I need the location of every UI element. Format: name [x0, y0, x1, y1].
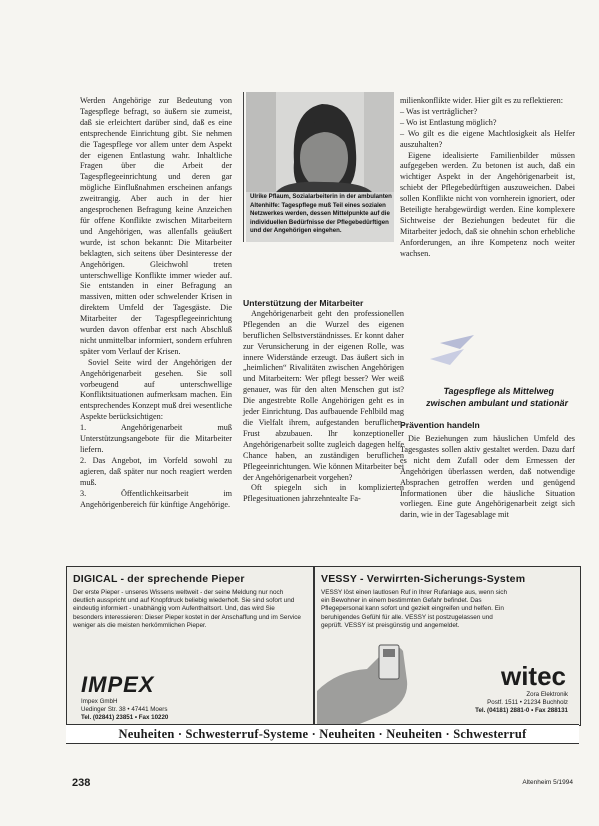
ad-title: VESSY - Verwirrten-Sicherungs-System — [321, 573, 526, 585]
ad-body: Der erste Pieper - unseres Wissens weltweit - der seine Meldung nur noch deutlich ausspricht und auf Knopfdruck beliebig wiederholt. Sie sind sofort und eindeutig informiert - unabhängig vom Aufenthaltsort. Und, das wird Sie besonders interessieren: Dieser Pieper kostet in der Anschaffung und im Service weniger als die meisten herkömmlichen Pieper. — [73, 589, 301, 629]
list-item: – Wo ist Entlastung möglich? — [400, 117, 497, 127]
phone: Tel. (04181) 2881-0 • Fax 288131 — [475, 707, 568, 714]
paragraph: Oft spiegeln sich in komplizierten Pflegesituationen jahrzehntealte Fa- — [243, 483, 404, 504]
paragraph: Soviel Seite wird der Angehörigen der Angehörigenarbeit gesehen. Sie soll vorbeugend auf unterschwellige Konfliktsituationen aufmerksam machen. Ein entsprechendes Konzept muß drei wesentliche Aspekte berücksichtigen: — [80, 357, 232, 422]
ad-title: DIGICAL - der sprechende Pieper — [73, 573, 245, 585]
advertisement-vessy — [314, 566, 581, 726]
phone: Tel. (02841) 23851 • Fax 10220 — [81, 714, 169, 721]
text-column-1 — [80, 96, 232, 510]
list-item: – Was ist verträglicher? — [400, 106, 478, 116]
ad-body: VESSY löst einen lautlosen Ruf in Ihrer Rufanlage aus, wenn sich ein Bewohner in einem bestimmten Gefahr befindet. Das Pflegepersonal kann sofort und gezielt eingreifen und helfen. Ein beruhigendes Gefühl für alle. VESSY ist postzugelassen und geprüft. VESSY ist preisgünstig und angemeldet. — [321, 589, 508, 629]
list-item: 2. Das Angebot, im Vorfeld sowohl zu agieren, daß später nur noch reagiert werden muß. — [80, 455, 232, 487]
ad-banner: Neuheiten · Schwesterruf-Systeme · Neuheiten · Neuheiten · Schwesterruf — [66, 724, 579, 744]
company-name: Zora Elektronik — [526, 691, 568, 698]
ad-address — [81, 698, 168, 722]
paragraph: Die Beziehungen zum häuslichen Umfeld des Tagesgastes sollen aktiv gestaltet werden. Dazu darf es nicht dem Zufall oder dem Ermessen der Angehörigen überlassen werden, daß notwendige Absprachen getroffen werden und genügend Informationen über die häusliche Situation vorliegen. Eine gute Angehörigenarbeit zeigt sich darin, wie in der Tagesablage mit — [400, 434, 575, 520]
paragraph: Eigene idealisierte Familienbilder müssen aufgegeben werden. Zu betonen ist auch, daß ein wichtiger Aspekt in der Angehörigenarbeit ist, schiebt der Pflegebedürftigen auszuweichen. Dabei sollen Konflikte nicht von vornherein ignoriert, oder Beteiligte herabgewürdigt werden. Eine komplexere Sichtweise der Beziehungen bedeutet für die Mitarbeiter jedoch, daß sie ohnehin schon erhebliche Anforderungen, an ihre Kompetenz noch weiter wachsen. — [400, 150, 575, 258]
street: Uedinger Str. 38 • 47441 Moers — [81, 706, 168, 713]
paragraph: milienkonflikte wider. Hier gilt es zu reflektieren: — [400, 96, 564, 105]
company-name: Impex GmbH — [81, 698, 118, 705]
pull-quote-line: zwischen ambulant und stationär — [425, 398, 569, 408]
text-column-3-bottom — [400, 434, 575, 521]
paragraph: Werden Angehörige zur Bedeutung von Tagespflege befragt, so äußern sie zumeist, daß sie erleichtert darüber sind, daß es eine entsprechende Einrichtung gibt. Sie nehmen die Tagespflege vor allem unter dem Aspekt der eigenen Entlastung wahr. Inhaltliche Fragen über die Arbeit der Tagespflegeeinrichtung und deren gar mögliche Einflußnahmen erscheinen anfangs zweitrangig. Aber auch in der hier angesprochenen Befragung keine Anzeichen für offene Konflikte zwischen Mitarbeitern und Angehörigen, was allenfalls geäußert wurde, ist schon bekannt: Die Mitarbeiter beklagten, sich seitens über Desinteresse der Angehörigen. Gleichwohl treten unterschwellige Konflikte immer wieder auf. Sie entstanden in einer Befragung an massiven, mitten oder schwelender Krisen in direktem Umfeld der Tagesgäste. Die Mitarbeiter der Tagespflegeeinrichtung wurden davon offenbar erst nach Abschluß nicht unmittelbar informiert, sondern erfuhren später vom Verlauf der Krisen. — [80, 96, 232, 356]
section-heading: Prävention handeln — [400, 420, 480, 430]
list-item: 1. Angehörigenarbeit muß Unterstützungsangebote für die Mitarbeiter liefern. — [80, 423, 232, 454]
advertisement-area — [66, 566, 579, 724]
list-item: – Wo gilt es die eigene Machtlosigkeit als Helfer auszuhalten? — [400, 128, 575, 149]
impex-logo: IMPEX — [81, 672, 155, 697]
hand-with-device-image — [317, 641, 437, 725]
photo-caption: Ulrike Pflaum, Sozialarbeiterin in der ambulanten Altenhilfe: Tagespflege muß Teil eines sozialen Netzwerkes werden, dessen Mittelpunkte auf die individuellen Bedürfnisse der Pflegebedürftigen und der Angehörigen eingehen. — [250, 193, 392, 235]
ad-address — [475, 691, 568, 715]
text-column-2 — [243, 298, 404, 505]
pull-quote — [416, 385, 579, 409]
street: Postf. 1511 • 21234 Buchholz — [487, 699, 568, 706]
list-item: 3. Öffentlichkeitsarbeit im Angehörigenbereich für künftige Angehörige. — [80, 488, 232, 509]
text-column-3 — [400, 96, 575, 260]
section-heading: Unterstützung der Mitarbeiter — [243, 298, 364, 308]
witec-logo: witec — [500, 661, 566, 691]
paragraph: Angehörigenarbeit geht den professionellen Pflegenden an die Wurzel des eigenen beruflichen Selbstverständnisses. Er konnt daher zur Verunsicherung in der eigenen Rolle, was innere Widerstände erzeugt. Das äußert sich in „heimlichen“ Rivalitäten zwischen Angehörigen und Mitarbeitern: Wer pflegt besser? Wer weiß genauer, was für den alten Menschen gut ist? Die angestrebte Rolle Angehörigen geht es in jeder Einrichtung. Das aufbauende Fehlbild mag die Vielfalt ihrem, aufgestanden beruflichen, Frust abzubauen. Ihr konzeptioneller Angehörigenarbeit sollte zugleich dagegen helfe Chance haben, an zuständigen beruflichen Pflegeeinrichtungen. Wie können Mitarbeiter bei der Angehörigenarbeit vorgehen? — [243, 308, 404, 482]
photo-border — [243, 92, 244, 242]
advertisement-digical — [66, 566, 314, 726]
pull-quote-line: Tagespflege als Mittelweg — [442, 386, 555, 396]
footer-issue: Altenheim 5/1994 — [522, 779, 573, 786]
page-number: 238 — [72, 777, 91, 789]
